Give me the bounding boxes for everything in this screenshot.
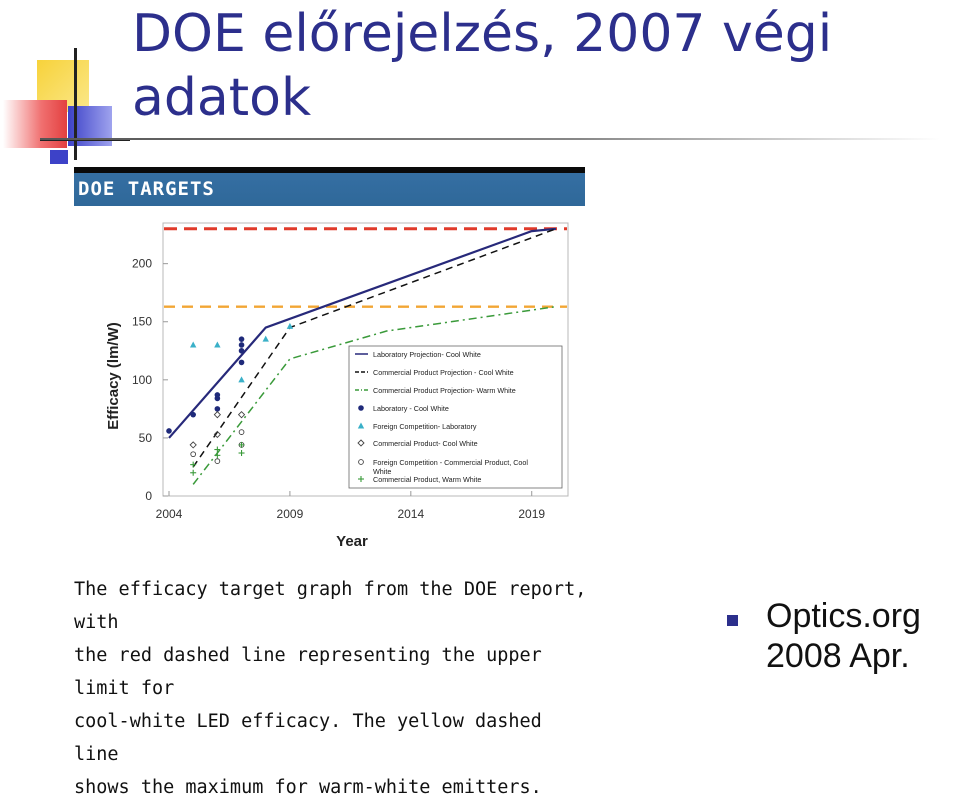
legend-label: Commercial Product Projection- Warm White	[373, 386, 516, 395]
title-underline	[40, 138, 940, 140]
y-tick-label: 50	[138, 430, 152, 445]
data-point	[239, 336, 245, 342]
y-tick-label: 100	[131, 372, 152, 387]
data-point	[215, 392, 221, 398]
source-line: 2008 Apr.	[766, 637, 910, 675]
data-point	[239, 360, 245, 366]
small-blue-square	[50, 150, 68, 164]
bullet-icon	[727, 615, 738, 626]
caption-line: shows the maximum for warm-white emitters.	[74, 777, 542, 798]
legend-label-part: Foreign Competition - Commercial Product, Cool	[373, 458, 528, 467]
banner-label: DOE TARGETS	[78, 178, 215, 200]
y-axis-label: Efficacy (lm/W)	[105, 322, 122, 430]
x-tick-label: 2014	[397, 507, 425, 521]
data-point	[239, 342, 245, 348]
data-point	[239, 348, 245, 354]
legend-label: Foreign Competition- Laboratory	[373, 422, 477, 431]
caption-line: cool-white LED efficacy. The yellow dashed line	[74, 711, 542, 765]
x-tick-label: 2009	[276, 507, 304, 521]
caption-line: the red dashed line representing the upper limit for	[74, 645, 542, 699]
y-tick-label: 200	[131, 256, 152, 271]
figure-caption	[74, 573, 594, 804]
data-point	[190, 412, 196, 418]
legend-label: Laboratory - Cool White	[373, 404, 449, 413]
y-tick-label: 150	[131, 314, 152, 329]
legend-label: Commercial Product Projection - Cool White	[373, 368, 514, 377]
legend-label: Commercial Product- Cool White	[373, 439, 478, 448]
vertical-accent-line	[74, 48, 77, 160]
slide-title: DOE előrejelzés, 2007 végi adatok	[132, 4, 833, 128]
x-tick-label: 2019	[518, 507, 546, 521]
legend-label: Commercial Product, Warm White	[373, 475, 482, 484]
data-point	[215, 406, 221, 412]
y-tick-label: 0	[145, 489, 152, 503]
x-tick-label: 2004	[155, 507, 183, 521]
data-point	[358, 405, 364, 411]
x-axis-label: Year	[336, 533, 368, 550]
corner-decoration	[0, 0, 140, 170]
legend	[349, 346, 562, 488]
efficacy-chart	[74, 206, 585, 562]
source-line: Optics.org	[766, 597, 921, 635]
caption-line: The efficacy target graph from the DOE report, with	[74, 579, 587, 633]
legend-label: Laboratory Projection- Cool White	[373, 350, 481, 359]
doe-targets-banner	[74, 167, 585, 206]
data-point	[166, 428, 172, 434]
legend-label-part: White	[373, 467, 392, 476]
